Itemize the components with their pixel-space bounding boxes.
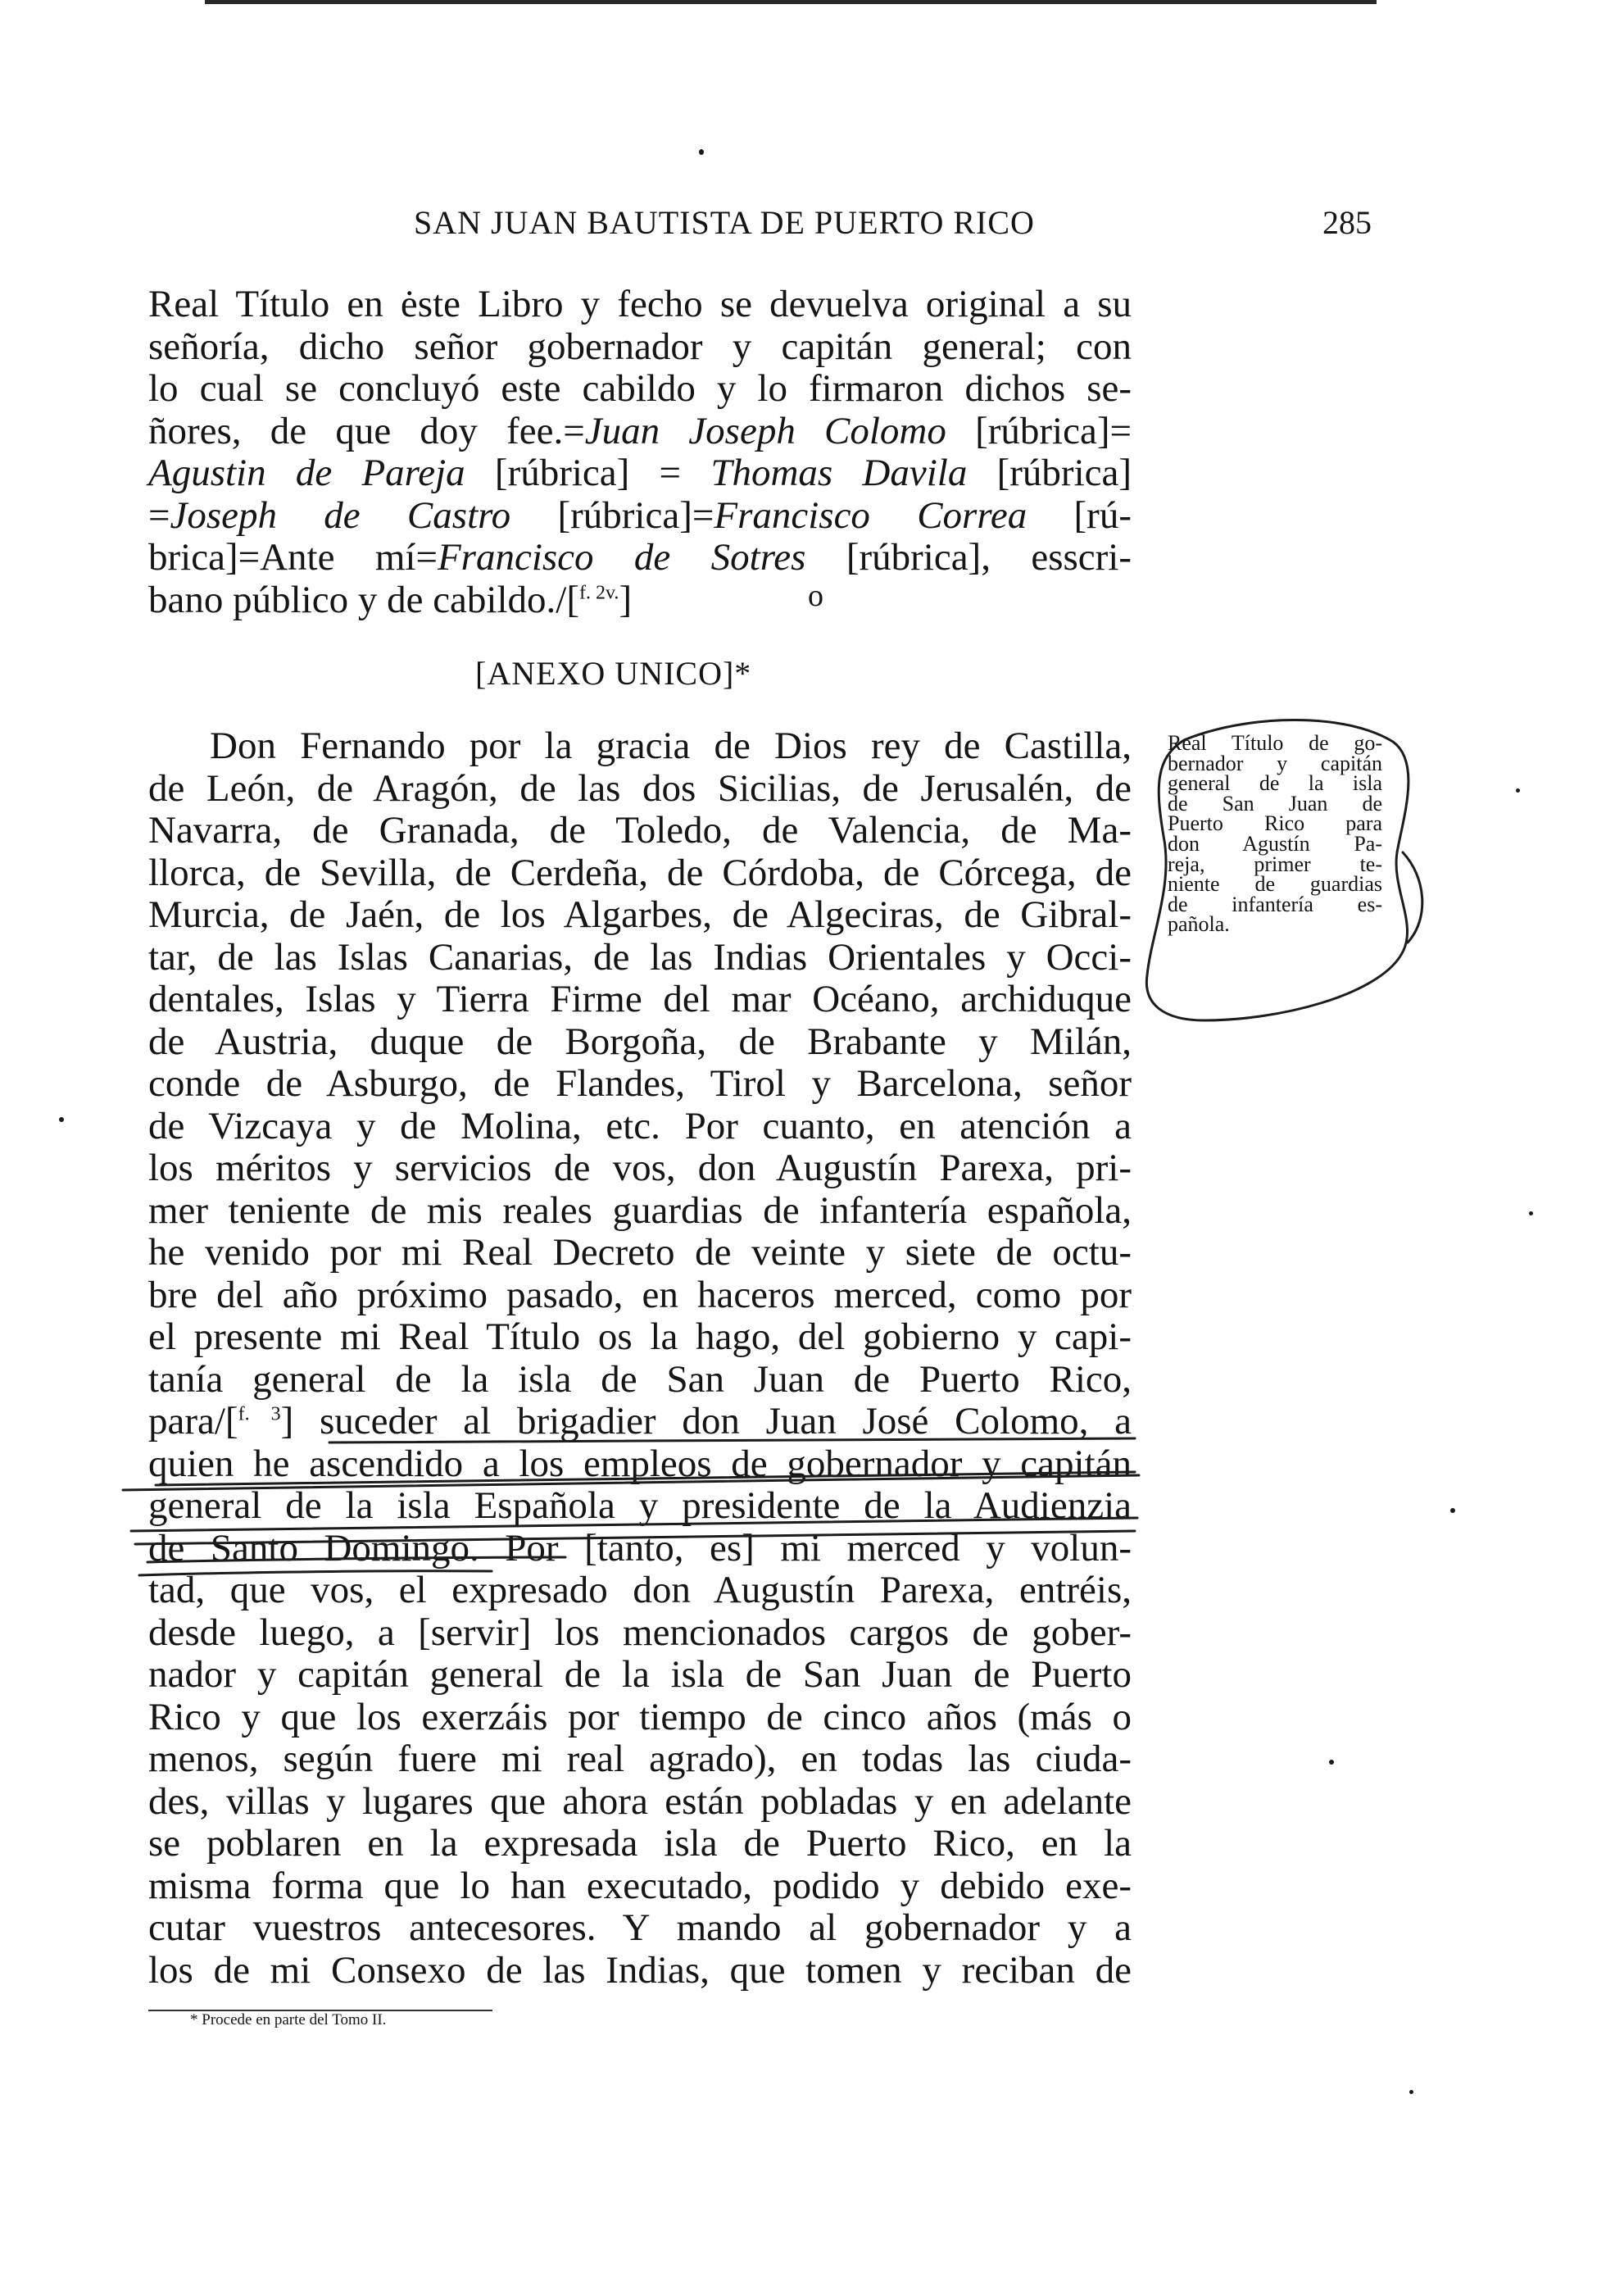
text-span: = xyxy=(148,493,170,537)
footnote: * Procede en parte del Tomo II. xyxy=(190,2011,387,2028)
text-span: [rúbrica], esscri- xyxy=(805,536,1132,579)
margin-note-line: don Agustín Pa- xyxy=(1168,831,1382,856)
text-line: Real Título en ėste Libro y fecho se devuelva original a su xyxy=(148,283,1132,325)
end-mark: o xyxy=(808,579,823,613)
signature-name: Joseph de Castro xyxy=(170,493,511,537)
text-span: bano público y de cabildo./[ xyxy=(148,578,579,621)
text-line: desde luego, a [servir] los mencionados cargos de gober- xyxy=(148,1610,1132,1654)
text-line: dentales, Islas y Tierra Firme del mar Océano, archiduque xyxy=(148,978,1132,1020)
underline-stroke xyxy=(139,1571,492,1575)
text-line: Murcia, de Jaén, de los Algarbes, de Algeciras, de Gibral- xyxy=(148,893,1132,936)
text-line: de Austria, duque de Borgoña, de Brabante y Milán, xyxy=(148,1020,1132,1063)
loop-annotation xyxy=(1403,852,1422,943)
text-line: los de mi Consexo de las Indias, que tomen y reciban de xyxy=(148,1948,1132,1992)
margin-note-line: reja, primer te- xyxy=(1168,852,1382,876)
underline-stroke xyxy=(329,1438,1135,1442)
text-span: [rúbrica] = xyxy=(465,452,711,494)
scan-speck xyxy=(699,149,704,155)
text-span: brica]=Ante mí= xyxy=(148,536,438,579)
signature-name: Juan Joseph Colomo xyxy=(584,409,946,452)
margin-note-line: niente de guardias xyxy=(1168,872,1382,897)
margin-note-line: de San Juan de xyxy=(1168,791,1382,815)
underline-stroke xyxy=(131,1518,1137,1531)
text-line: menos, según fuere mi real agrado), en todas las ciuda- xyxy=(148,1738,1132,1780)
running-header: SAN JUAN BAUTISTA DE PUERTO RICO xyxy=(414,204,1035,241)
text-line: tad, que vos, el expresado don Augustín Parexa, entréis, xyxy=(148,1569,1132,1611)
text-span: ] suceder al brigadier don Juan José Colomo, a xyxy=(280,1400,1132,1442)
text-line: Don Fernando por la gracia de Dios rey de Castilla, xyxy=(210,725,1132,767)
underline-stroke xyxy=(135,1531,1135,1544)
text-line: de Vizcaya y de Molina, etc. Por cuanto, en atención a xyxy=(148,1104,1132,1147)
text-line: señoría, dicho señor gobernador y capitán general; con xyxy=(148,325,1132,368)
signature-name: Thomas Davila xyxy=(710,452,968,494)
text-line: de León, de Aragón, de las dos Sicilias, de Jerusalén, de xyxy=(148,766,1132,810)
text-span: [rúbrica]= xyxy=(946,409,1132,452)
text-span: [rúbrica]= xyxy=(510,493,714,537)
text-line: misma forma que lo han executado, podido y debido exe- xyxy=(148,1864,1132,1907)
signature-name: Francisco de Sotres xyxy=(437,536,806,579)
scan-speck xyxy=(1409,2090,1413,2094)
margin-note-line: Real Título de go- xyxy=(1168,731,1382,755)
text-line: des, villas y lugares que ahora están pobladas y en adelante xyxy=(148,1779,1132,1823)
margin-note-line: pañola. xyxy=(1168,912,1230,937)
text-line: quien he ascendido a los empleos de gobernador y capitán xyxy=(148,1442,1132,1485)
margin-note-line: general de la isla xyxy=(1168,771,1382,796)
scan-speck xyxy=(1329,1760,1334,1765)
scan-speck xyxy=(1516,788,1520,793)
scan-speck xyxy=(1529,1211,1533,1215)
scan-speck xyxy=(59,1117,64,1122)
text-line: cutar vuestros antecesores. Y mando al gobernador y a xyxy=(148,1906,1132,1949)
text-line: tanía general de la isla de San Juan de Puerto Rico, xyxy=(148,1357,1132,1401)
margin-note-line: de infantería es- xyxy=(1168,892,1382,916)
underline-stroke xyxy=(147,1557,565,1562)
text-line: se poblaren en la expresada isla de Puerto Rico, en la xyxy=(148,1822,1132,1865)
text-span: ] xyxy=(619,578,633,621)
text-line: conde de Asburgo, de Flandes, Tirol y Barcelona, señor xyxy=(148,1062,1132,1105)
text-line: lo cual se concluyó este cabildo y lo firmaron dichos se- xyxy=(148,367,1132,410)
signature-name: Agustin de Pareja xyxy=(148,452,465,494)
folio-reference: f. 3 xyxy=(238,1403,281,1425)
text-line: Navarra, de Granada, de Toledo, de Valencia, de Ma- xyxy=(148,809,1132,852)
annex-heading: [ANEXO UNICO]* xyxy=(475,655,752,692)
text-span: ñores, de que doy fee.= xyxy=(148,409,585,452)
signature-name: Francisco Correa xyxy=(714,493,1027,537)
text-span: [rú- xyxy=(1027,493,1132,537)
loop-annotation xyxy=(1146,720,1409,1020)
text-line: nador y capitán general de la isla de San Juan de Puerto xyxy=(148,1653,1132,1696)
text-line: Rico y que los exerzáis por tiempo de cinco años (más o xyxy=(148,1695,1132,1738)
text-span: [rúbrica] xyxy=(967,452,1132,494)
text-line: el presente mi Real Título os la hago, del gobierno y capi- xyxy=(148,1315,1132,1358)
margin-note-line: bernador y capitán xyxy=(1168,751,1382,775)
page-number: 285 xyxy=(1322,204,1372,241)
margin-note-line: Puerto Rico para xyxy=(1168,811,1382,836)
text-line: general de la isla Española y presidente de la Audienzia xyxy=(148,1484,1132,1527)
folio-reference: f. 2v. xyxy=(579,581,619,603)
text-line: mer teniente de mis reales guardias de infantería española, xyxy=(148,1188,1132,1232)
text-line: he venido por mi Real Decreto de veinte y siete de octu- xyxy=(148,1231,1132,1274)
text-line: bre del año próximo pasado, en haceros merced, como por xyxy=(148,1273,1132,1316)
scan-speck xyxy=(1450,1508,1455,1513)
text-line: llorca, de Sevilla, de Cerdeña, de Córdoba, de Córcega, de xyxy=(148,851,1132,894)
text-span: para/[ xyxy=(148,1400,238,1442)
text-line: de Santo Domingo. Por [tanto, es] mi merced y volun- xyxy=(148,1526,1132,1570)
text-line: tar, de las Islas Canarias, de las Indias Orientales y Occi- xyxy=(148,935,1132,979)
text-line: los méritos y servicios de vos, don Augustín Parexa, pri- xyxy=(148,1147,1132,1189)
